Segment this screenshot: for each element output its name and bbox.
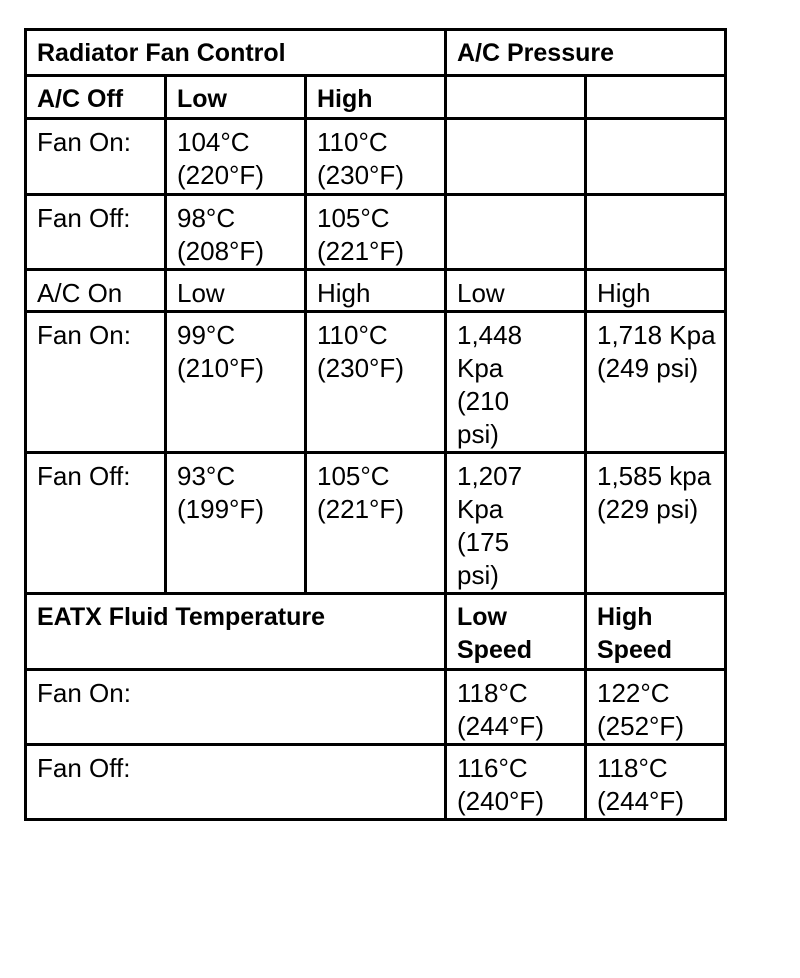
table-row: [26, 745, 726, 820]
eatx-fan-on-low: 118°C (244°F): [446, 670, 586, 745]
empty-cell: [586, 119, 726, 195]
eatx-low-speed-heading: Low Speed: [446, 594, 586, 670]
empty-cell: [446, 76, 586, 119]
ac-off-fan-on-high: 110°C (230°F): [306, 119, 446, 195]
ac-off-fan-off-high: 105°C (221°F): [306, 195, 446, 270]
table-row: [26, 119, 726, 195]
ac-off-fan-off-low: 98°C (208°F): [166, 195, 306, 270]
table-row: [26, 453, 726, 594]
ac-on-fan-off-pressure-low: 1,207 Kpa (175 psi): [446, 453, 586, 594]
ac-on-high-heading: High: [306, 270, 446, 312]
ac-off-fan-off-label: Fan Off:: [26, 195, 166, 270]
eatx-fan-on-label: Fan On:: [26, 670, 446, 745]
ac-on-pressure-low-heading: Low: [446, 270, 586, 312]
ac-off-high-heading: High: [306, 76, 446, 119]
ac-on-label: A/C On: [26, 270, 166, 312]
empty-cell: [586, 195, 726, 270]
table-row: [26, 195, 726, 270]
ac-on-fan-on-pressure-low: 1,448 Kpa (210 psi): [446, 312, 586, 453]
ac-off-fan-on-label: Fan On:: [26, 119, 166, 195]
table-row: [26, 312, 726, 453]
ac-on-fan-off-pressure-high: 1,585 kpa (229 psi): [586, 453, 726, 594]
ac-on-fan-on-label: Fan On:: [26, 312, 166, 453]
ac-pressure-heading: A/C Pressure: [446, 30, 726, 76]
ac-on-fan-off-low: 93°C (199°F): [166, 453, 306, 594]
eatx-fan-off-label: Fan Off:: [26, 745, 446, 820]
radiator-fan-control-heading: Radiator Fan Control: [26, 30, 446, 76]
ac-on-low-heading: Low: [166, 270, 306, 312]
ac-on-fan-on-pressure-high: 1,718 Kpa (249 psi): [586, 312, 726, 453]
eatx-high-speed-heading: High Speed: [586, 594, 726, 670]
eatx-fan-on-high: 122°C (252°F): [586, 670, 726, 745]
ac-on-header-row: [26, 270, 726, 312]
ac-on-fan-off-high: 105°C (221°F): [306, 453, 446, 594]
table-row: [26, 670, 726, 745]
eatx-header-row: [26, 594, 726, 670]
ac-on-fan-off-label: Fan Off:: [26, 453, 166, 594]
fan-control-spec-table: [24, 28, 727, 821]
ac-off-label: A/C Off: [26, 76, 166, 119]
ac-on-fan-on-low: 99°C (210°F): [166, 312, 306, 453]
ac-off-low-heading: Low: [166, 76, 306, 119]
eatx-fluid-temperature-heading: EATX Fluid Temperature: [26, 594, 446, 670]
eatx-fan-off-high: 118°C (244°F): [586, 745, 726, 820]
ac-off-header-row: [26, 76, 726, 119]
ac-on-pressure-high-heading: High: [586, 270, 726, 312]
empty-cell: [446, 195, 586, 270]
ac-off-fan-on-low: 104°C (220°F): [166, 119, 306, 195]
ac-on-fan-on-high: 110°C (230°F): [306, 312, 446, 453]
eatx-fan-off-low: 116°C (240°F): [446, 745, 586, 820]
empty-cell: [586, 76, 726, 119]
table-header-row: [26, 30, 726, 76]
empty-cell: [446, 119, 586, 195]
